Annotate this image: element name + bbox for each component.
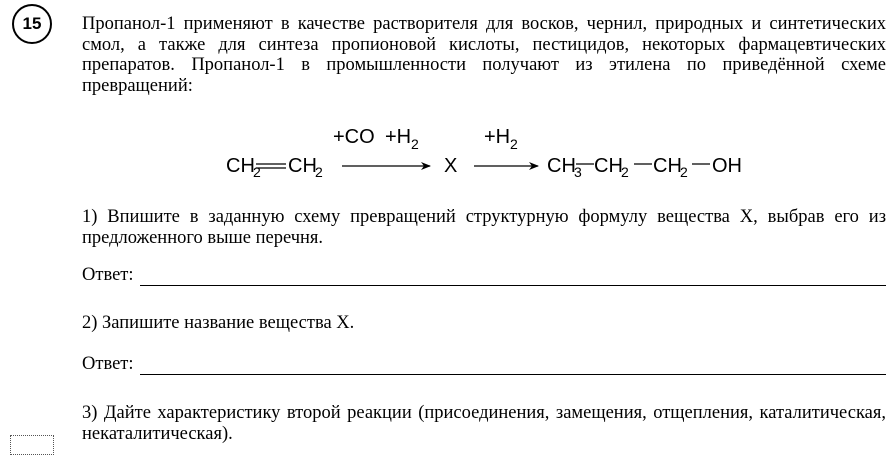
task-2-text: 2) Запишите название вещества X. — [82, 313, 355, 333]
reactant-ch-1: CH — [226, 155, 255, 177]
task-3-text: 3) Дайте характеристику второй реакции (присоединения, замещения, отщепления, каталитическая, некаталитическая). — [82, 403, 886, 444]
question-intro-text: Пропанол-1 применяют в качестве растворителя для восков, чернил, природных и синтетических смол, а также для синтеза пропионовой кислоты, пестицидов, некоторых фармацевтических препаратов. Пропанол-1 в промышленности получают из этилена по приведённой схеме превращений: — [82, 14, 886, 96]
product-sub2a: 2 — [621, 164, 629, 180]
arrow-2-reagent-sub: 2 — [510, 136, 518, 152]
reaction-scheme-svg — [0, 118, 896, 192]
product-propanol — [547, 155, 742, 180]
arrow-1-reagent-h: +H — [385, 126, 412, 148]
question-number-badge — [12, 4, 52, 44]
task-1-text: 1) Впишите в заданную схему превращений структурную формулу вещества X, выбрав его из предложенного выше перечня. — [82, 207, 886, 248]
answer-row-1 — [82, 265, 886, 286]
answer-field-1[interactable] — [140, 269, 886, 286]
answer-label-1: Ответ: — [82, 265, 134, 285]
product-ch2b: CH — [653, 155, 682, 177]
reaction-scheme — [0, 118, 896, 192]
answer-row-2 — [82, 354, 886, 375]
answer-field-2[interactable] — [140, 358, 886, 375]
arrow-1-reagent-co: +CO — [333, 126, 375, 148]
arrow-1-group — [333, 126, 430, 166]
product-oh: OH — [712, 155, 742, 177]
product-sub3: 3 — [574, 164, 582, 180]
question-number: 15 — [22, 14, 42, 33]
reactant-ch-2: CH — [288, 155, 317, 177]
answer-label-2: Ответ: — [82, 354, 134, 374]
arrow-1-reagent-sub: 2 — [411, 136, 419, 152]
product-ch2a: CH — [594, 155, 623, 177]
arrow-2-group — [474, 126, 538, 166]
reactant-ethylene — [226, 155, 323, 180]
arrow-2-reagent-h: +H — [484, 126, 511, 148]
intermediate-x: X — [444, 155, 458, 177]
reactant-sub-1: 2 — [253, 164, 261, 180]
reactant-sub-2: 2 — [315, 164, 323, 180]
product-ch3: CH — [547, 155, 576, 177]
answer-box[interactable] — [10, 435, 54, 455]
product-sub2b: 2 — [680, 164, 688, 180]
